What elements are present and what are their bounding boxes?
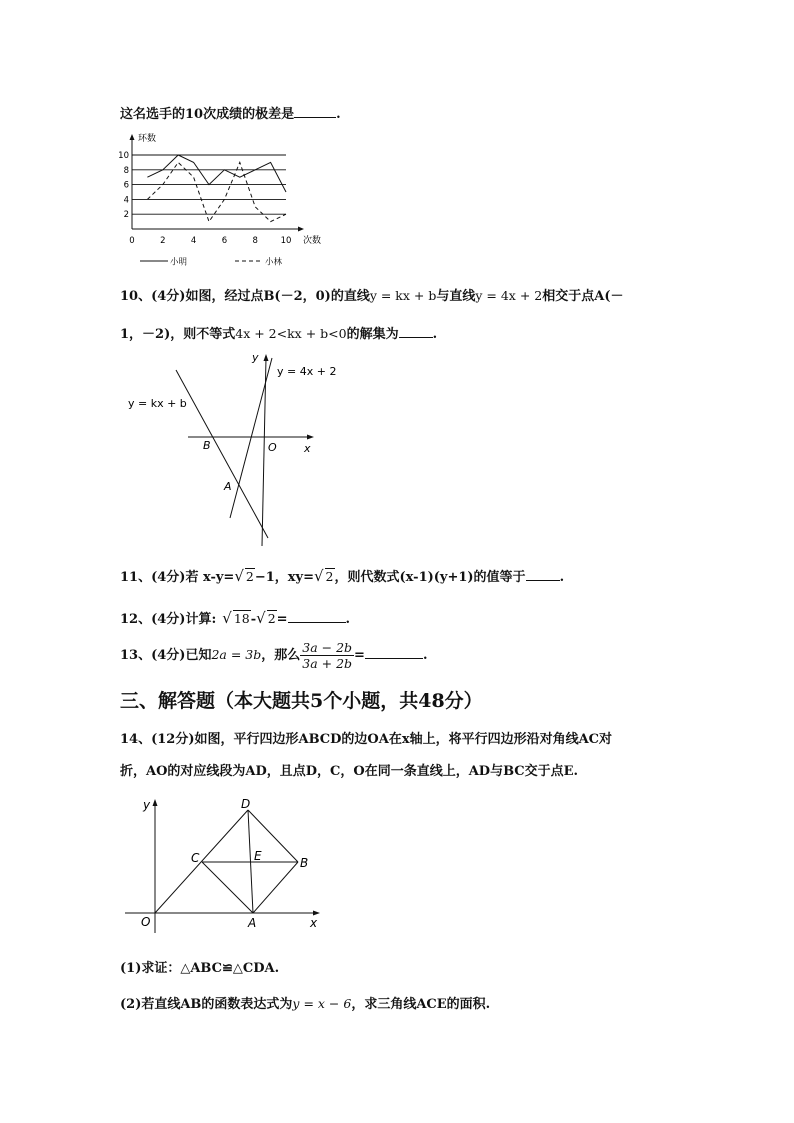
- q14-segment-ca: [202, 862, 253, 913]
- q12-end: .: [345, 612, 351, 627]
- q10-point-a: A: [224, 480, 232, 493]
- q10-figure: [120, 350, 337, 550]
- q9-line-chart: [110, 126, 340, 270]
- q13-mid: ，那么: [261, 648, 301, 663]
- q13-end: .: [422, 648, 428, 663]
- q11-sqrt1: 2: [245, 569, 254, 584]
- q9-text: 这名选手的10次成绩的极差是: [120, 107, 295, 122]
- q9-end: .: [336, 107, 341, 122]
- q10-x-arrow: [307, 435, 314, 440]
- q14-x-arrow: [313, 911, 320, 916]
- q10-mid: 与直线: [436, 289, 476, 304]
- q12-sqrt1: 18: [233, 611, 250, 626]
- q12-sqrt2: 2: [267, 611, 276, 626]
- q14-part2: [120, 993, 490, 1012]
- q13-eq: =: [354, 648, 365, 663]
- q10-inequality: 4x + 2<kx + b<0: [235, 326, 347, 341]
- chart-y-label: 环数: [138, 134, 157, 144]
- chart-x-tick-10: 10: [280, 236, 292, 246]
- q10-prefix: 10、(4分)如图，经过点B(－2，0)的直线: [120, 289, 370, 304]
- q10-origin-label: O: [268, 441, 277, 454]
- chart-y-arrow: [130, 134, 135, 140]
- q14-line2: 折，AO的对应线段为AD，且点D，C，O在同一条直线上，AD与BC交于点E.: [120, 764, 579, 779]
- q14-point-a: A: [248, 916, 257, 930]
- q13-fraction: [300, 640, 354, 671]
- q14-part1: (1)求证：△ABC≌△CDA.: [120, 961, 280, 976]
- chart-y-tick-4: 4: [123, 195, 129, 206]
- q14-y-arrow: [153, 799, 158, 806]
- chart-x-tick-6: 6: [221, 236, 228, 246]
- q14-part2-prefix: (2)若直线AB的函数表达式为: [120, 997, 293, 1012]
- q13-line: [120, 640, 427, 671]
- q10-line2b: 的解集为: [346, 327, 399, 342]
- chart-x-arrow: [298, 227, 304, 232]
- q10-point-b: B: [203, 439, 211, 452]
- q14-y-label: y: [143, 798, 151, 812]
- q10-y-axis: [262, 358, 266, 546]
- chart-y-tick-2: 2: [123, 210, 129, 221]
- q14-part2-equation: y = x − 6: [292, 996, 352, 1011]
- q14-x-label: x: [310, 916, 318, 930]
- q13-numerator: 3a − 2b: [302, 640, 353, 655]
- chart-y-tick-10: 10: [118, 151, 129, 161]
- q10-y-arrow: [264, 354, 269, 361]
- q13-prefix: 13、(4分)已知: [120, 648, 212, 663]
- chart-x-tick-0: 0: [129, 236, 135, 246]
- q10-line-4x2: [230, 358, 272, 518]
- q14-point-d: D: [241, 797, 251, 811]
- legend-dashed-label: 小林: [265, 257, 283, 268]
- chart-x-tick-2: 2: [160, 236, 166, 246]
- q10-suffix: 相交于点A(－: [542, 289, 624, 304]
- chart-x-tick-4: 4: [190, 236, 197, 246]
- q11-answer-blank: [526, 568, 560, 581]
- q11-sqrt2: 2: [325, 569, 334, 584]
- q10-line-kxb: [176, 370, 268, 538]
- q14-figure: [120, 795, 330, 935]
- section-3-heading: 三、解答题（本大题共5个小题，共48分）: [120, 690, 483, 712]
- q14-segment-ab: [253, 862, 298, 913]
- q11-suffix: ，则代数式(x-1)(y+1)的值等于: [334, 570, 526, 585]
- q14-point-o: O: [141, 915, 151, 929]
- q12-eq: =: [276, 612, 288, 627]
- q10-eq1: y = kx + b: [369, 288, 437, 303]
- q14-point-b: B: [300, 856, 309, 870]
- q12-line: 12、(4分)计算: √ 18-√ 2= .: [120, 609, 351, 627]
- chart-x-label: 次数: [303, 236, 322, 246]
- q11-line: 11、(4分)若 x-y=√ 2−1，xy=√ 2，则代数式(x-1)(y+1)的值等于 .: [120, 567, 565, 585]
- q10-line2: [120, 323, 437, 342]
- q9-line: [120, 103, 341, 122]
- q13-condition: 2a = 3b: [211, 647, 262, 662]
- chart-y-tick-8: 8: [123, 165, 129, 176]
- q14-point-c: C: [191, 851, 200, 865]
- chart-x-tick-8: 8: [252, 236, 258, 246]
- q13-denominator: 3a + 2b: [302, 656, 353, 671]
- q10-end: .: [432, 327, 438, 342]
- q9-answer-blank: [294, 105, 336, 118]
- q10-label-kxb: y = kx + b: [128, 397, 187, 410]
- chart-series-xiaoming: [147, 155, 286, 192]
- q10-answer-blank: [399, 325, 433, 338]
- q12-minus: -: [250, 612, 257, 627]
- q11-prefix: 11、(4分)若 x-y=: [120, 570, 235, 585]
- q11-mid: −1，xy=: [254, 570, 314, 585]
- q12-answer-blank: [288, 610, 346, 623]
- q10-x-label: x: [304, 442, 311, 455]
- q11-end: .: [559, 570, 565, 585]
- q10-line2a: 1，－2)，则不等式: [120, 327, 236, 342]
- q14-point-e: E: [254, 849, 262, 863]
- legend-solid-label: 小明: [170, 257, 188, 268]
- chart-series-xiaolin: [147, 162, 286, 221]
- chart-y-tick-6: 6: [123, 180, 129, 191]
- q10-label-4x2: y = 4x + 2: [277, 365, 337, 378]
- q13-answer-blank: [365, 646, 423, 659]
- q10-line1: [120, 285, 623, 304]
- q14-part2-suffix: ，求三角线ACE的面积.: [351, 997, 491, 1012]
- q14-line1: 14、(12分)如图，平行四边形ABCD的边OA在x轴上，将平行四边形沿对角线AC对: [120, 732, 613, 747]
- q12-prefix: 12、(4分)计算:: [120, 612, 217, 627]
- q10-y-label: y: [252, 351, 259, 364]
- q10-eq2: y = 4x + 2: [475, 288, 543, 303]
